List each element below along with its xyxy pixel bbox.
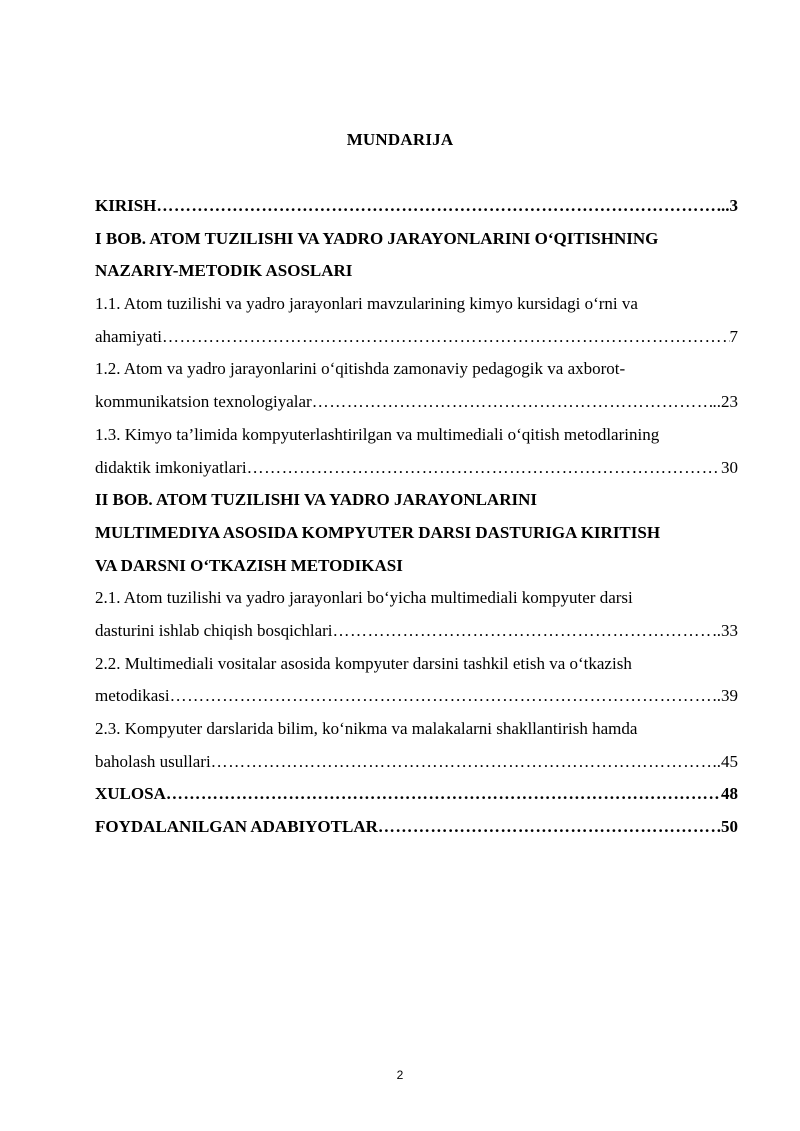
toc-line [95,684,738,717]
toc-dot-leader [312,390,713,414]
toc-entry-text: FOYDALANILGAN ADABIYOTLAR [95,817,378,837]
toc-line [95,390,738,423]
table-of-contents [95,194,738,848]
toc-dot-leader [333,619,713,643]
toc-line [95,456,738,489]
toc-entry-text: kommunikatsion texnologiyalar [95,392,312,412]
toc-entry-text: didaktik imkoniyatlari [95,457,247,477]
toc-entry-text: XULOSA [95,784,166,804]
toc-entry-text: NAZARIY-METODIK ASOSLARI [95,261,353,281]
toc-entry-text: baholash usullari [95,751,211,771]
toc-line [95,815,738,848]
toc-entry-text: VA DARSNI O‘TKAZISH METODIKASI [95,555,403,575]
toc-line [95,521,738,554]
toc-line [95,586,738,619]
toc-page-number: ..45 [712,751,738,771]
toc-line [95,194,738,227]
toc-entry-text: KIRISH [95,196,157,215]
toc-page-number: 7 [729,326,738,346]
toc-entry-text: metodikasi [95,686,170,706]
toc-page-number: ..23 [712,392,738,412]
toc-dot-leader [170,684,713,708]
toc-line [95,259,738,292]
toc-entry-text: 2.2. Multimediali vositalar asosida kompyuter darsini tashkil etish va o‘tkazish [95,653,632,673]
toc-entry-text: II BOB. ATOM TUZILISHI VA YADRO JARAYONLARINI [95,490,537,510]
toc-page-number: 50 [721,817,738,837]
toc-dot-leader [211,750,713,774]
toc-line [95,652,738,685]
toc-dot-leader [166,782,721,806]
page-title: MUNDARIJA [346,130,454,149]
toc-page-number: 48 [721,784,738,804]
toc-line [95,488,738,521]
toc-dot-leader [378,815,721,839]
toc-line [95,423,738,456]
toc-dot-leader [156,194,716,218]
toc-entry-text: MULTIMEDIYA ASOSIDA KOMPYUTER DARSI DASTURIGA KIRITISH [95,522,661,542]
toc-page-number: ..39 [712,686,738,706]
toc-dot-leader [162,325,729,349]
toc-line [95,357,738,390]
toc-entry-text: I BOB. ATOM TUZILISHI VA YADRO JARAYONLARINI O‘QITISHNING [95,228,659,248]
toc-entry-text: ahamiyati [95,326,163,346]
toc-entry-text: 1.2. Atom va yadro jarayonlarini o‘qitishda zamonaviy pedagogik va axborot- [95,359,626,379]
toc-line [95,554,738,587]
page-number: 2 [396,1068,404,1082]
toc-line [95,717,738,750]
toc-entry-text: 2.1. Atom tuzilishi va yadro jarayonlari bo‘yicha multimediali kompyuter darsi [95,588,633,608]
toc-entry-text: 2.3. Kompyuter darslarida bilim, ko‘nikma va malakalarni shakllantirish hamda [95,719,638,738]
toc-line [95,325,738,358]
toc-line [95,292,738,325]
toc-line [95,619,738,652]
toc-line [95,782,738,815]
toc-entry-text: dasturini ishlab chiqish bosqichlari [95,620,333,640]
toc-page-number: 30 [721,457,738,477]
toc-entry-text: 1.1. Atom tuzilishi va yadro jarayonlari mavzularining kimyo kursidagi o‘rni va [95,294,638,314]
toc-page-number: ..33 [712,620,738,640]
toc-page-number: ...3 [716,196,738,215]
toc-entry-text: 1.3. Kimyo ta’limida kompyuterlashtirilgan va multimediali o‘qitish metodlarining [95,424,660,444]
toc-line [95,227,738,260]
toc-dot-leader [247,456,721,480]
toc-line [95,750,738,783]
